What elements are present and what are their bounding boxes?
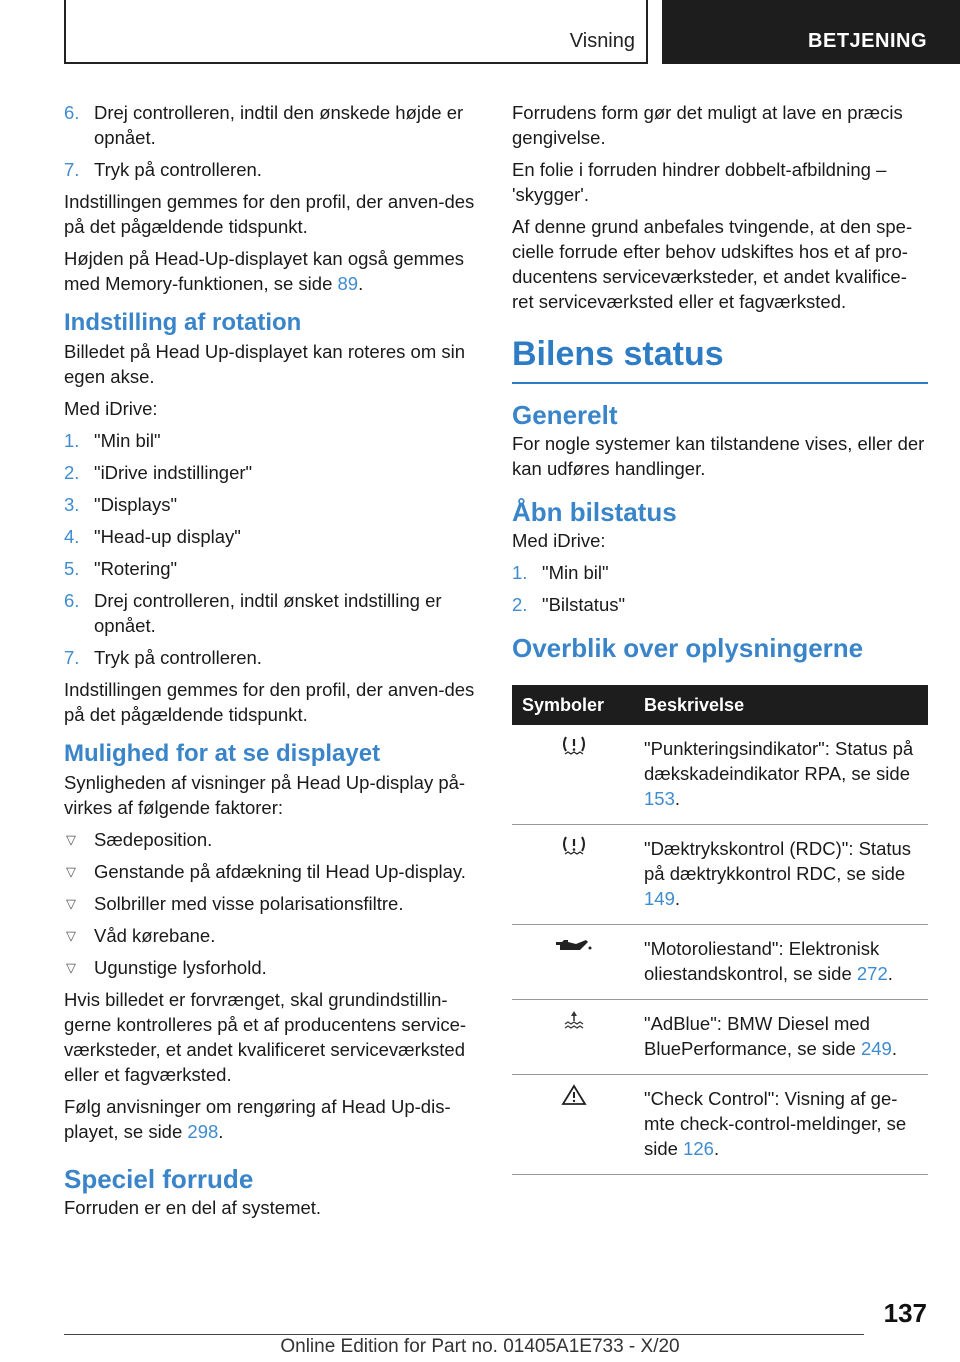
table-row — [512, 925, 928, 1000]
header-section-title: Visning — [569, 30, 635, 52]
step-text: "iDrive indstillinger" — [94, 462, 253, 483]
paragraph: For nogle systemer kan tilstandene vises, eller der kan udføres handlinger. — [512, 433, 925, 479]
paragraph: Indstillingen gemmes for den profil, der anven-des på det pågældende tidspunkt. — [64, 191, 475, 237]
symbol-cell — [512, 825, 636, 925]
page-link[interactable]: 126 — [683, 1138, 714, 1159]
step-number: 2. — [64, 462, 80, 483]
list-item — [512, 560, 928, 585]
description-cell: "Punkteringsindikator": Status på dækskadeindikator RPA, se side 153. — [636, 725, 928, 825]
symbol-cell — [512, 1075, 636, 1175]
right-column — [512, 100, 928, 1175]
paragraph: Indstillingen gemmes for den profil, der anven-des på det pågældende tidspunkt. — [64, 679, 475, 725]
column-header-description: Beskrivelse — [636, 685, 928, 725]
footer-edition-text: Online Edition for Part no. 01405A1E733 - X/20 — [280, 1336, 680, 1357]
step-text: Drej controlleren, indtil den ønskede højde er opnået. — [94, 102, 464, 148]
tire-pressure-icon — [560, 834, 588, 856]
step-text: "Min bil" — [94, 430, 161, 451]
description-text: "Punkteringsindikator": Status på dækskadeindikator RPA, se side — [644, 738, 914, 784]
section-heading: Åbn bilstatus — [512, 497, 677, 527]
step-text: "Head-up display" — [94, 526, 241, 547]
list-item — [64, 428, 480, 453]
page-link[interactable]: 298 — [187, 1121, 219, 1142]
description-text: "AdBlue": BMW Diesel med BluePerformance, se side — [644, 1013, 870, 1059]
paragraph: Med iDrive: — [64, 398, 158, 419]
step-text: Tryk på controlleren. — [94, 647, 262, 668]
list-item — [64, 460, 480, 485]
adblue-icon — [561, 1009, 587, 1031]
footer-divider — [64, 1334, 864, 1335]
bullet-triangle-icon: ▽ — [66, 960, 76, 975]
symbol-cell — [512, 925, 636, 1000]
section-heading: Generelt — [512, 400, 618, 430]
list-item — [64, 923, 480, 948]
page-link[interactable]: 249 — [860, 1038, 892, 1059]
list-item — [64, 827, 480, 852]
description-cell: "Dæktrykskontrol (RDC)": Status på dæktrykkontrol RDC, se side 149. — [636, 825, 928, 925]
bullet-text: Sædeposition. — [94, 829, 213, 850]
description-text: "Check Control": Visning af ge-mte check-control-meldinger, se side — [644, 1088, 907, 1159]
list-item — [64, 157, 480, 182]
paragraph: Forrudens form gør det muligt at lave en præcis gengivelse. — [512, 102, 903, 148]
symbols-table — [512, 685, 928, 1175]
step-text: "Min bil" — [542, 562, 609, 583]
step-number: 1. — [512, 562, 528, 583]
step-text: "Displays" — [94, 494, 178, 515]
list-item — [64, 859, 480, 884]
description-cell: "Motoroliestand": Elektronisk oliestandskontrol, se side 272. — [636, 925, 928, 1000]
table-header-row — [512, 685, 928, 725]
paragraph: Forruden er en del af systemet. — [64, 1197, 322, 1218]
step-text: "Rotering" — [94, 558, 178, 579]
list-item — [64, 524, 480, 549]
list-item — [64, 891, 480, 916]
paragraph-text: Følg anvisninger om rengøring af Head Up-dis-playet, se side — [64, 1096, 451, 1142]
paragraph: Billedet på Head Up-displayet kan roteres om sin egen akse. — [64, 341, 466, 387]
bullet-triangle-icon: ▽ — [66, 832, 76, 847]
page-link[interactable]: 153 — [644, 788, 675, 809]
header-chapter-tab: BETJENING — [662, 0, 960, 64]
list-item — [64, 588, 480, 638]
description-text: "Motoroliestand": Elektronisk oliestandskontrol, se side — [644, 938, 880, 984]
table-row — [512, 725, 928, 825]
step-number: 2. — [512, 594, 528, 615]
header-frame — [64, 0, 648, 64]
page-link[interactable]: 272 — [856, 963, 888, 984]
step-number: 5. — [64, 558, 80, 579]
bullet-triangle-icon: ▽ — [66, 864, 76, 879]
paragraph: Højden på Head-Up-displayet kan også gemmes med Memory-funktionen, se side 89. — [64, 248, 465, 294]
warning-triangle-icon — [561, 1084, 587, 1106]
step-number: 7. — [64, 159, 80, 180]
list-item — [64, 645, 480, 670]
bullet-text: Genstande på afdækning til Head Up-display. — [94, 861, 466, 882]
tire-warning-icon — [560, 734, 588, 756]
step-text: "Bilstatus" — [542, 594, 626, 615]
section-heading: Overblik over oplysningerne — [512, 633, 864, 663]
step-number: 6. — [64, 102, 80, 123]
oil-can-icon — [554, 934, 594, 956]
description-cell: "AdBlue": BMW Diesel med BluePerformance, se side 249. — [636, 1000, 928, 1075]
paragraph: Følg anvisninger om rengøring af Head Up-dis-playet, se side 298. — [64, 1096, 451, 1142]
paragraph-text: Højden på Head-Up-displayet kan også gemmes med Memory-funktionen, se side — [64, 248, 465, 294]
section-heading: Mulighed for at se displayet — [64, 740, 381, 767]
step-number: 7. — [64, 647, 80, 668]
step-number: 4. — [64, 526, 80, 547]
table-row — [512, 1000, 928, 1075]
description-text: "Dæktrykskontrol (RDC)": Status på dæktrykkontrol RDC, se side — [644, 838, 912, 884]
step-text: Tryk på controlleren. — [94, 159, 262, 180]
column-header-symbols: Symboler — [512, 685, 636, 725]
page-number: 137 — [883, 1298, 927, 1328]
symbol-cell — [512, 725, 636, 825]
list-item — [512, 592, 928, 617]
paragraph: Hvis billedet er forvrænget, skal grundindstillin-gerne kontrolleres på et af producentens service-værksteder, et andet kvalificeret serviceværksted eller et fagværksted. — [64, 989, 467, 1085]
list-item — [64, 100, 480, 150]
list-item — [64, 492, 480, 517]
table-row — [512, 825, 928, 925]
bullet-triangle-icon: ▽ — [66, 928, 76, 943]
page-link[interactable]: 89 — [337, 273, 359, 294]
left-column — [64, 100, 480, 1227]
description-cell: "Check Control": Visning af ge-mte check-control-meldinger, se side 126. — [636, 1075, 928, 1175]
section-heading: Indstilling af rotation — [64, 309, 302, 336]
step-number: 6. — [64, 590, 80, 611]
bullet-text: Solbriller med visse polarisationsfiltre. — [94, 893, 404, 914]
list-item — [64, 955, 480, 980]
chapter-heading: Bilens status — [512, 334, 928, 384]
step-text: Drej controlleren, indtil ønsket indstilling er opnået. — [94, 590, 442, 636]
paragraph: Synligheden af visninger på Head Up-display på-virkes af følgende faktorer: — [64, 772, 466, 818]
paragraph: Med iDrive: — [512, 530, 606, 551]
symbol-cell — [512, 1000, 636, 1075]
table-row — [512, 1075, 928, 1175]
paragraph: En folie i forruden hindrer dobbelt-afbildning – 'skygger'. — [512, 159, 887, 205]
page-link[interactable]: 149 — [644, 888, 675, 909]
section-heading: Speciel forrude — [64, 1164, 254, 1194]
bullet-text: Våd kørebane. — [94, 925, 216, 946]
step-number: 1. — [64, 430, 80, 451]
list-item — [64, 556, 480, 581]
bullet-text: Ugunstige lysforhold. — [94, 957, 267, 978]
bullet-triangle-icon: ▽ — [66, 896, 76, 911]
step-number: 3. — [64, 494, 80, 515]
paragraph: Af denne grund anbefales tvingende, at den spe-cielle forrude efter behov udskiftes hos et af pro-ducentens serviceværksteder, et andet kvalifice-ret serviceværksted eller et fagværksted. — [512, 216, 913, 312]
